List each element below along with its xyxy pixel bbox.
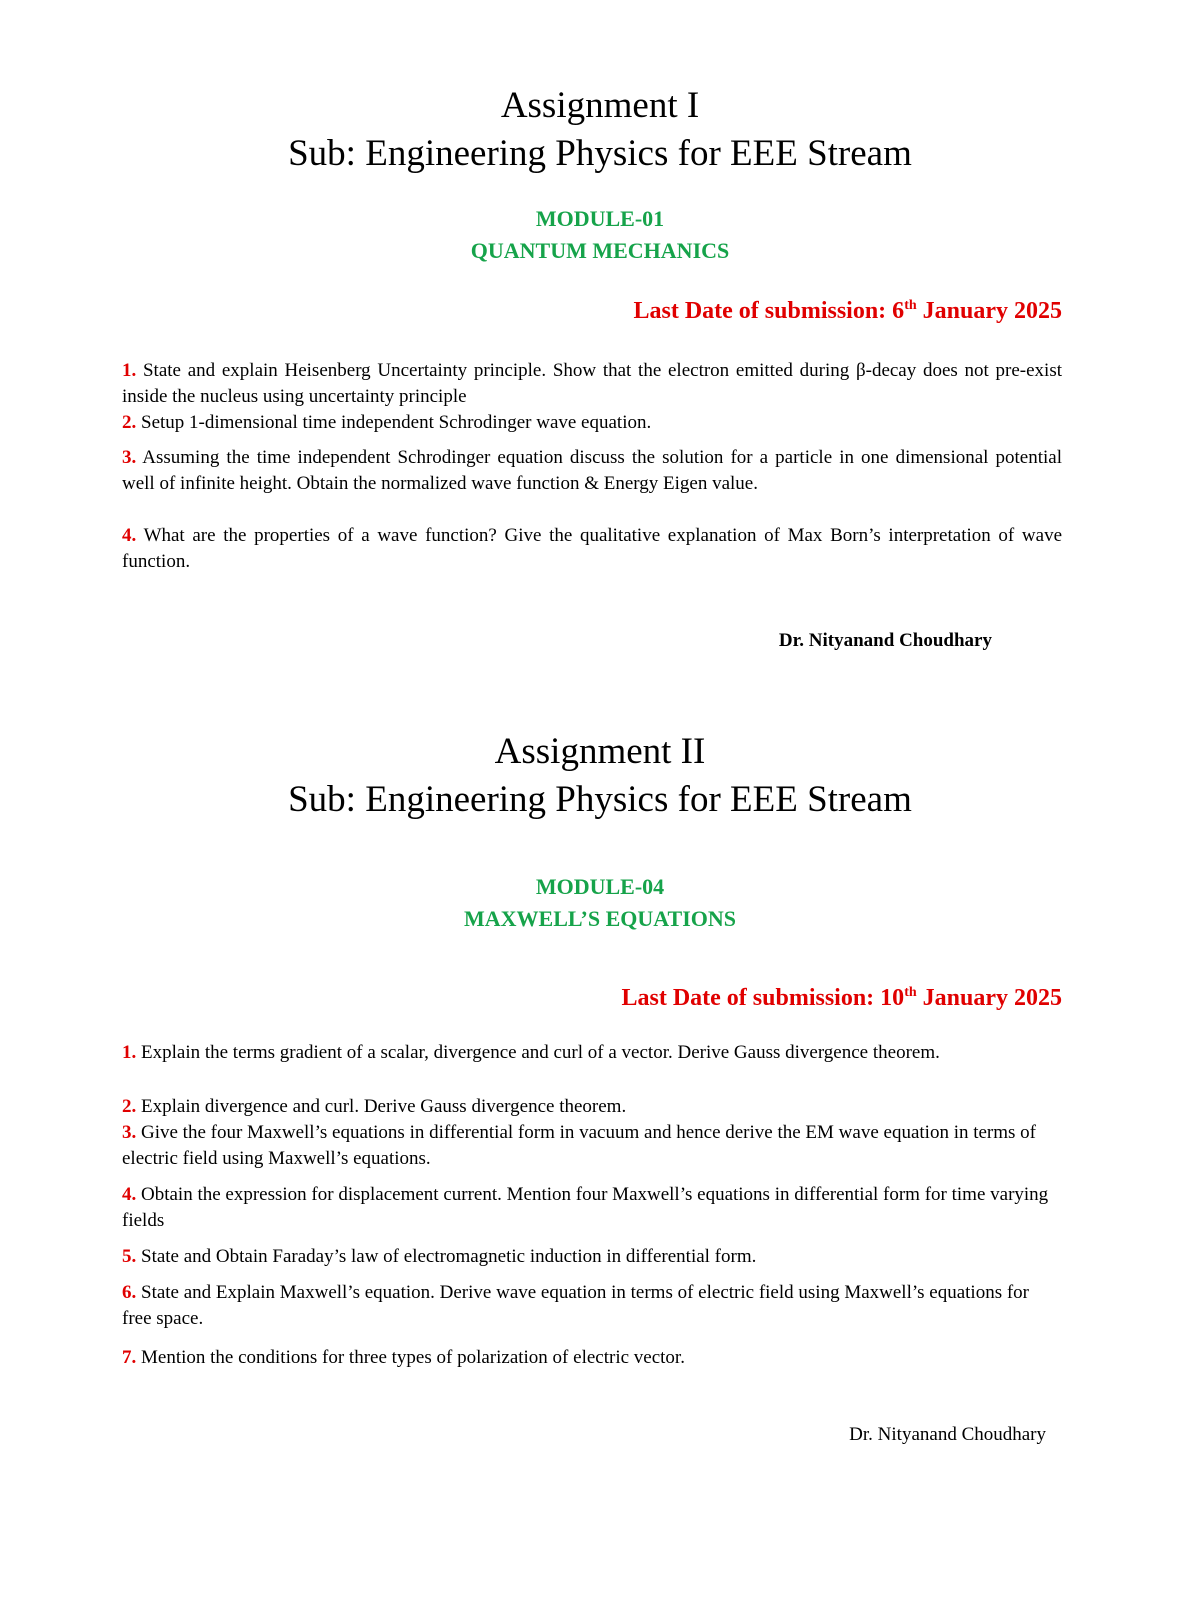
assignment1-due-date: Last Date of submission: 6th January 2025	[633, 298, 1062, 324]
question-item: 3. Give the four Maxwell’s equations in differential form in vacuum and hence derive the EM wave equation in terms of electric field using Maxwell’s equations.	[122, 1122, 1037, 1169]
assignment2-module: MODULE-04	[535, 874, 665, 899]
question-item: 4. Obtain the expression for displacement current. Mention four Maxwell’s equations in differential form for time varying fields	[122, 1184, 1049, 1231]
assignment1-signature: Dr. Nityanand Choudhary	[778, 630, 992, 651]
question-item: 5. State and Obtain Faraday’s law of electromagnetic induction in differential form.	[122, 1246, 757, 1267]
question-item: 4. What are the properties of a wave function? Give the qualitative explanation of Max Born’s interpretation of wave function.	[122, 525, 1062, 572]
question-item: 7. Mention the conditions for three types of polarization of electric vector.	[122, 1347, 685, 1368]
assignment2-subject: Sub: Engineering Physics for EEE Stream	[288, 779, 912, 820]
question-item: 6. State and Explain Maxwell’s equation. Derive wave equation in terms of electric field using Maxwell’s equations for free space.	[122, 1282, 1029, 1329]
question-item: 3. Assuming the time independent Schrodinger equation discuss the solution for a particle in one dimensional potential well of infinite height. Obtain the normalized wave function & Energy Eigen value.	[122, 447, 1062, 494]
question-item: 2. Explain divergence and curl. Derive Gauss divergence theorem.	[122, 1096, 627, 1117]
assignment1-module: MODULE-01	[535, 206, 665, 231]
question-item: 2. Setup 1-dimensional time independent Schrodinger wave equation.	[122, 412, 652, 433]
assignment1-subject: Sub: Engineering Physics for EEE Stream	[288, 133, 912, 174]
assignment1-title: Assignment I	[500, 85, 700, 126]
assignment2-title: Assignment II	[494, 731, 706, 772]
assignment2-due-date: Last Date of submission: 10th January 2025	[621, 985, 1062, 1011]
assignment2-module-name: MAXWELL’S EQUATIONS	[463, 906, 736, 931]
question-item: 1. State and explain Heisenberg Uncertainty principle. Show that the electron emitted during β-decay does not pre-exist inside the nucleus using uncertainty principle	[122, 360, 1062, 407]
question-item: 1. Explain the terms gradient of a scalar, divergence and curl of a vector. Derive Gauss divergence theorem.	[122, 1042, 940, 1063]
assignment2-signature: Dr. Nityanand Choudhary	[849, 1424, 1046, 1445]
assignment1-module-name: QUANTUM MECHANICS	[470, 238, 730, 263]
